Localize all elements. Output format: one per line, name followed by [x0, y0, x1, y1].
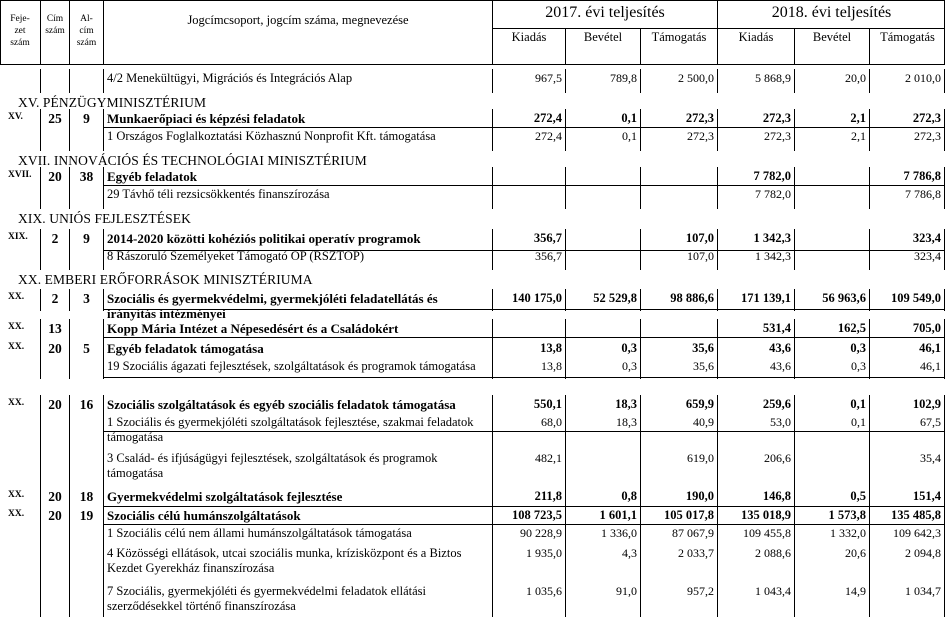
value-cell: 0,1	[850, 397, 866, 411]
value-cell: 14,9	[845, 584, 866, 598]
rule	[103, 582, 104, 617]
value-cell: 87 067,9	[672, 526, 714, 540]
header-fejezet-3: szám	[10, 38, 30, 48]
rule	[717, 0, 718, 64]
rule	[103, 506, 104, 526]
rule	[40, 185, 41, 209]
rule	[103, 449, 104, 489]
fejezet-cell: XX.	[8, 322, 25, 332]
value-cell: 67,5	[920, 415, 941, 429]
value-cell: 109 549,0	[891, 291, 941, 305]
header-kiadas-2018: Kiadás	[738, 30, 774, 44]
rule	[40, 357, 41, 377]
value-cell: 2 033,7	[678, 546, 714, 560]
value-cell: 4,3	[622, 546, 637, 560]
value-cell: 7 786,8	[903, 169, 941, 183]
value-cell: 35,6	[693, 359, 714, 373]
value-cell: 1 601,1	[599, 508, 637, 522]
group-label: Gyermekvédelmi szolgáltatások fejlesztése	[107, 489, 343, 504]
value-cell: 957,2	[687, 584, 714, 598]
value-cell: 190,0	[685, 489, 714, 503]
header-bevetel-2017: Bevétel	[583, 30, 623, 44]
value-cell: 272,3	[685, 111, 714, 125]
rule	[103, 357, 104, 377]
rule	[103, 185, 104, 209]
item-label: 29 Távhő téli rezsicsökkentés finanszírozása	[107, 187, 330, 201]
rule	[794, 247, 795, 270]
rule	[492, 319, 493, 339]
value-cell: 550,1	[533, 397, 562, 411]
fejezet-cell: XV.	[8, 112, 23, 122]
alcim-cell: 9	[83, 111, 90, 126]
value-cell: 531,4	[762, 321, 791, 335]
value-cell: 0,1	[621, 111, 637, 125]
value-cell: 2 088,6	[755, 546, 791, 560]
rule	[69, 319, 70, 339]
value-cell: 0,3	[622, 359, 637, 373]
value-cell: 272,3	[912, 111, 941, 125]
value-cell: 0,5	[850, 489, 866, 503]
header-title: Jogcímcsoport, jogcím száma, megnevezése	[187, 13, 409, 27]
value-cell: 2 010,0	[905, 71, 941, 85]
cim-cell: 25	[48, 111, 62, 126]
fejezet-cell: XX.	[8, 292, 25, 302]
rule	[0, 64, 945, 65]
rule	[69, 449, 70, 489]
fejezet-cell: XVII.	[8, 170, 32, 180]
rule	[40, 247, 41, 270]
value-cell: 0,3	[851, 359, 866, 373]
alcim-cell: 38	[79, 169, 94, 184]
rule	[103, 413, 104, 453]
value-cell: 5 868,9	[755, 71, 791, 85]
alcim-cell: 18	[79, 489, 94, 504]
value-cell: 13,8	[540, 341, 562, 355]
header-year-2017: 2017. évi teljesítés	[545, 4, 665, 21]
value-cell: 2,1	[851, 129, 866, 143]
item-label: 4 Közösségi ellátások, utcai szociális munka, krízisközpont és a Biztos Kezdet Gyerekház finanszírozása	[107, 546, 462, 575]
fejezet-cell: XX.	[8, 398, 25, 408]
value-cell: 18,3	[615, 397, 637, 411]
header-kiadas-2017: Kiadás	[511, 30, 547, 44]
rule	[69, 247, 70, 270]
value-cell: 146,8	[762, 489, 791, 503]
value-cell: 272,3	[764, 129, 791, 143]
header-cim-2: szám	[45, 26, 65, 36]
value-cell: 1 573,8	[828, 508, 866, 522]
header-year-2018: 2018. évi teljesítés	[771, 4, 892, 21]
rule	[565, 28, 566, 64]
rule	[640, 28, 641, 64]
rule	[103, 127, 945, 128]
rule	[103, 127, 104, 151]
item-label: 8 Rászoruló Személyeket Támogató OP (RSZTOP)	[107, 249, 365, 263]
rule	[103, 487, 104, 508]
fejezet-cell: XIX.	[8, 232, 28, 242]
cim-cell: 20	[48, 341, 62, 356]
rule	[640, 319, 641, 339]
rule	[565, 167, 566, 187]
value-cell: 35,4	[920, 451, 941, 465]
rule	[492, 0, 493, 64]
value-cell: 107,0	[687, 249, 714, 263]
header-cim-1: Cím	[46, 14, 64, 24]
header-bevetel-2018: Bevétel	[812, 30, 852, 44]
value-cell: 1 342,3	[753, 231, 791, 245]
value-cell: 323,4	[914, 249, 941, 263]
value-cell: 20,0	[845, 71, 866, 85]
rule	[794, 185, 795, 209]
rule	[103, 544, 104, 584]
rule	[103, 247, 104, 270]
value-cell: 90 228,9	[520, 526, 562, 540]
rule	[794, 167, 795, 187]
value-cell: 206,6	[764, 451, 791, 465]
rule	[40, 524, 41, 546]
item-label: 1 Szociális célú nem állami humánszolgáltatások támogatása	[107, 526, 412, 540]
value-cell: 46,1	[920, 359, 941, 373]
value-cell: 102,9	[912, 397, 941, 411]
value-cell: 91,0	[616, 584, 637, 598]
cim-cell: 20	[48, 169, 62, 184]
rule	[40, 582, 41, 617]
value-cell: 40,9	[693, 415, 714, 429]
value-cell: 659,9	[685, 397, 714, 411]
header-tamogatas-2018: Támogatás	[880, 30, 935, 44]
header-alcim-3: szám	[76, 38, 97, 48]
cim-cell: 13	[48, 321, 62, 336]
alcim-cell: 16	[79, 397, 94, 412]
value-cell: 356,7	[535, 249, 562, 263]
item-label: 19 Szociális ágazati fejlesztések, szolgáltatások és programok támogatása	[107, 359, 476, 373]
rule	[103, 319, 104, 339]
value-cell: 43,6	[770, 359, 791, 373]
rule	[40, 413, 41, 453]
fejezet-cell: XX.	[8, 509, 25, 519]
value-cell: 35,6	[692, 341, 714, 355]
value-cell: 705,0	[912, 321, 941, 335]
value-cell: 2 094,8	[905, 546, 941, 560]
group-label: Szociális szolgáltatások és egyéb szociális feladatok támogatása	[107, 397, 456, 412]
value-cell: 7 782,0	[755, 187, 791, 201]
value-cell: 967,5	[535, 71, 562, 85]
section-heading: XX. EMBERI ERŐFORRÁSOK MINISZTÉRIUMA	[18, 272, 313, 287]
rule	[565, 319, 566, 339]
cim-cell: 2	[51, 291, 59, 306]
item-label: 7 Szociális, gyermekjóléti és gyermekvédelmi feladatok ellátási szerződésekkel történő finanszírozása	[107, 584, 426, 613]
alcim-cell: 19	[79, 508, 94, 523]
value-cell: 7 786,8	[905, 187, 941, 201]
value-cell: 162,5	[837, 321, 866, 335]
rule	[40, 69, 41, 93]
rule	[40, 0, 41, 64]
value-cell: 68,0	[541, 415, 562, 429]
value-cell: 53,0	[770, 415, 791, 429]
value-cell: 1 043,4	[755, 584, 791, 598]
rule	[103, 185, 945, 186]
value-cell: 272,4	[535, 129, 562, 143]
rule	[0, 0, 945, 1]
value-cell: 135 485,8	[891, 508, 941, 522]
value-cell: 272,3	[687, 129, 714, 143]
value-cell: 20,6	[845, 546, 866, 560]
group-label: Egyéb feladatok	[107, 169, 197, 184]
group-label: Egyéb feladatok támogatása	[107, 341, 264, 356]
section-heading: XVII. INNOVÁCIÓS ÉS TECHNOLÓGIAI MINISZTÉRIUM	[18, 153, 367, 168]
rule	[69, 524, 70, 546]
section-heading: XV. PÉNZÜGYMINISZTÉRIUM	[18, 95, 207, 110]
value-cell: 1 342,3	[755, 249, 791, 263]
rule	[565, 247, 566, 270]
section-heading: XIX. UNIÓS FEJLESZTÉSEK	[18, 211, 191, 226]
item-label: 1 Országos Foglalkoztatási Közhasznú Nonprofit Kft. támogatása	[107, 129, 436, 143]
value-cell: 2,1	[850, 111, 866, 125]
value-cell: 0,3	[621, 341, 637, 355]
rule	[103, 377, 945, 378]
rule	[69, 69, 70, 93]
rule	[0, 0, 1, 64]
item-label: 3 Család- és ifjúságügyi fejlesztések, szolgáltatások és programok támogatása	[107, 451, 438, 480]
group-label: Szociális célú humánszolgáltatások	[107, 508, 301, 523]
value-cell: 107,0	[685, 231, 714, 245]
rule	[69, 127, 70, 151]
value-cell: 0,1	[622, 129, 637, 143]
rule	[40, 127, 41, 151]
rule	[103, 524, 945, 525]
cim-cell: 20	[48, 508, 62, 523]
value-cell: 108 723,5	[512, 508, 562, 522]
rule	[103, 167, 104, 187]
group-label: Kopp Mária Intézet a Népesedésért és a Családokért	[107, 321, 399, 336]
rule	[40, 544, 41, 584]
value-cell: 18,3	[616, 415, 637, 429]
header-tamogatas-2017: Támogatás	[651, 30, 707, 44]
value-cell: 2 500,0	[678, 71, 714, 85]
rule	[103, 309, 945, 310]
header-alcim-1: Al-	[80, 14, 93, 24]
rule	[69, 357, 70, 377]
value-cell: 13,8	[541, 359, 562, 373]
value-cell: 323,4	[912, 231, 941, 245]
rule	[40, 449, 41, 489]
rule	[493, 28, 945, 29]
value-cell: 482,1	[535, 451, 562, 465]
fejezet-cell: XX.	[8, 490, 25, 500]
fejezet-cell: XX.	[8, 342, 25, 352]
rule	[492, 185, 493, 209]
value-cell: 259,6	[762, 397, 791, 411]
value-cell: 109 642,3	[893, 526, 941, 540]
header-alcim-2: cím	[79, 26, 94, 36]
value-cell: 272,4	[533, 111, 562, 125]
value-cell: 0,1	[851, 415, 866, 429]
value-cell: 135 018,9	[741, 508, 791, 522]
value-cell: 1 035,6	[526, 584, 562, 598]
rule	[794, 28, 795, 64]
rule	[640, 167, 641, 187]
rule	[869, 28, 870, 64]
rule	[794, 449, 795, 489]
value-cell: 140 175,0	[512, 291, 562, 305]
value-cell: 46,1	[919, 341, 941, 355]
rule	[103, 109, 104, 129]
group-label: Szociális és gyermekvédelmi, gyermekjóléti feladatellátás és irányítás intézményei	[107, 291, 438, 321]
cim-cell: 2	[51, 231, 59, 246]
value-cell: 1 034,7	[905, 584, 941, 598]
cim-cell: 20	[48, 397, 62, 412]
rule	[103, 0, 104, 64]
rule	[103, 337, 945, 338]
value-cell: 619,0	[687, 451, 714, 465]
value-cell: 272,3	[762, 111, 791, 125]
alcim-cell: 9	[83, 231, 90, 246]
value-cell: 109 455,8	[743, 526, 791, 540]
rule	[103, 289, 104, 311]
value-cell: 789,8	[610, 71, 637, 85]
value-cell: 0,8	[621, 489, 637, 503]
rule	[103, 506, 945, 507]
value-cell: 98 886,6	[670, 291, 714, 305]
value-cell: 356,7	[533, 231, 562, 245]
rule	[69, 0, 70, 64]
rule	[69, 544, 70, 584]
rule	[103, 69, 104, 93]
value-cell: 0,3	[850, 341, 866, 355]
value-cell: 1 332,0	[830, 526, 866, 540]
value-cell: 1 336,0	[601, 526, 637, 540]
alcim-cell: 5	[83, 341, 90, 356]
value-cell: 52 529,8	[593, 291, 637, 305]
value-cell: 211,8	[534, 489, 562, 503]
value-cell: 105 017,8	[664, 508, 714, 522]
rule	[640, 185, 641, 209]
rule	[69, 413, 70, 453]
value-cell: 43,6	[769, 341, 791, 355]
header-fejezet-1: Feje-	[10, 14, 30, 24]
rule	[69, 185, 70, 209]
item-label: 4/2 Menekültügyi, Migrációs és Integrációs Alap	[107, 71, 353, 85]
rule	[103, 524, 104, 546]
value-cell: 171 139,1	[741, 291, 791, 305]
value-cell: 7 782,0	[753, 169, 791, 183]
value-cell: 151,4	[912, 489, 941, 503]
value-cell: 56 963,6	[822, 291, 866, 305]
rule	[69, 582, 70, 617]
group-label: 2014-2020 közötti kohéziós politikai operatív programok	[107, 231, 421, 246]
cim-cell: 20	[48, 489, 62, 504]
item-label: 1 Szociális és gyermekjóléti szolgáltatások fejlesztése, szakmai feladatok támogatása	[107, 415, 474, 444]
rule	[492, 167, 493, 187]
value-cell: 272,3	[914, 129, 941, 143]
rule	[565, 449, 566, 489]
header-fejezet-2: zet	[14, 26, 26, 36]
alcim-cell: 3	[83, 291, 90, 306]
group-label: Munkaerőpiaci és képzési feladatok	[107, 111, 306, 126]
rule	[565, 185, 566, 209]
value-cell: 1 935,0	[526, 546, 562, 560]
